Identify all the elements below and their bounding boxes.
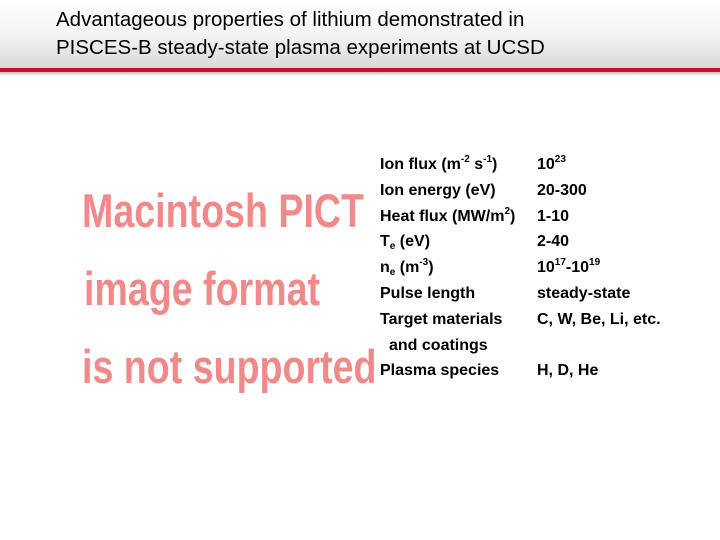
heat-flux-value: 1-10 xyxy=(537,207,570,225)
heat-flux-label: Heat flux $(MW/m^2)$ xyxy=(380,205,516,225)
ion-energy-value: 20-300 xyxy=(537,181,587,199)
placeholder-line-3: is not supported xyxy=(82,340,377,393)
title-divider-shadow xyxy=(0,72,720,76)
target-materials-label: Target materials xyxy=(380,310,503,328)
ion-energy-label: Ion energy (eV) xyxy=(380,181,496,199)
target-materials-label-cont: and coatings xyxy=(389,336,488,354)
slide-title xyxy=(56,6,696,62)
title-line-2: PISCES-B steady-state plasma experiments at UCSD xyxy=(56,36,545,59)
unsupported-image-placeholder xyxy=(52,172,377,412)
plasma-species-label: Plasma species xyxy=(380,362,500,380)
te-label: $T_e$ (eV) xyxy=(380,233,431,253)
target-materials-value: C, W, Be, Li, etc. xyxy=(537,310,661,328)
title-line-1: Advantageous properties of lithium demonstrated in xyxy=(56,8,525,31)
ne-label: $n_e$ $(m^{-3})$ xyxy=(380,257,434,279)
placeholder-line-2: image format xyxy=(83,262,321,315)
pulse-length-value: steady-state xyxy=(537,284,631,302)
ne-value: $10^{17}-10^{19}$ xyxy=(537,257,601,277)
ion-flux-label: Ion flux ($m^{-2}$ $s^{-1}$) xyxy=(380,154,498,173)
ion-flux-value: $10^{23}$ xyxy=(537,154,566,173)
pulse-length-label: Pulse length xyxy=(380,284,476,302)
placeholder-line-1: Macintosh PICT xyxy=(82,184,365,237)
te-value: 2-40 xyxy=(537,233,570,251)
slide-header xyxy=(0,0,720,68)
plasma-species-value: H, D, He xyxy=(537,362,599,380)
